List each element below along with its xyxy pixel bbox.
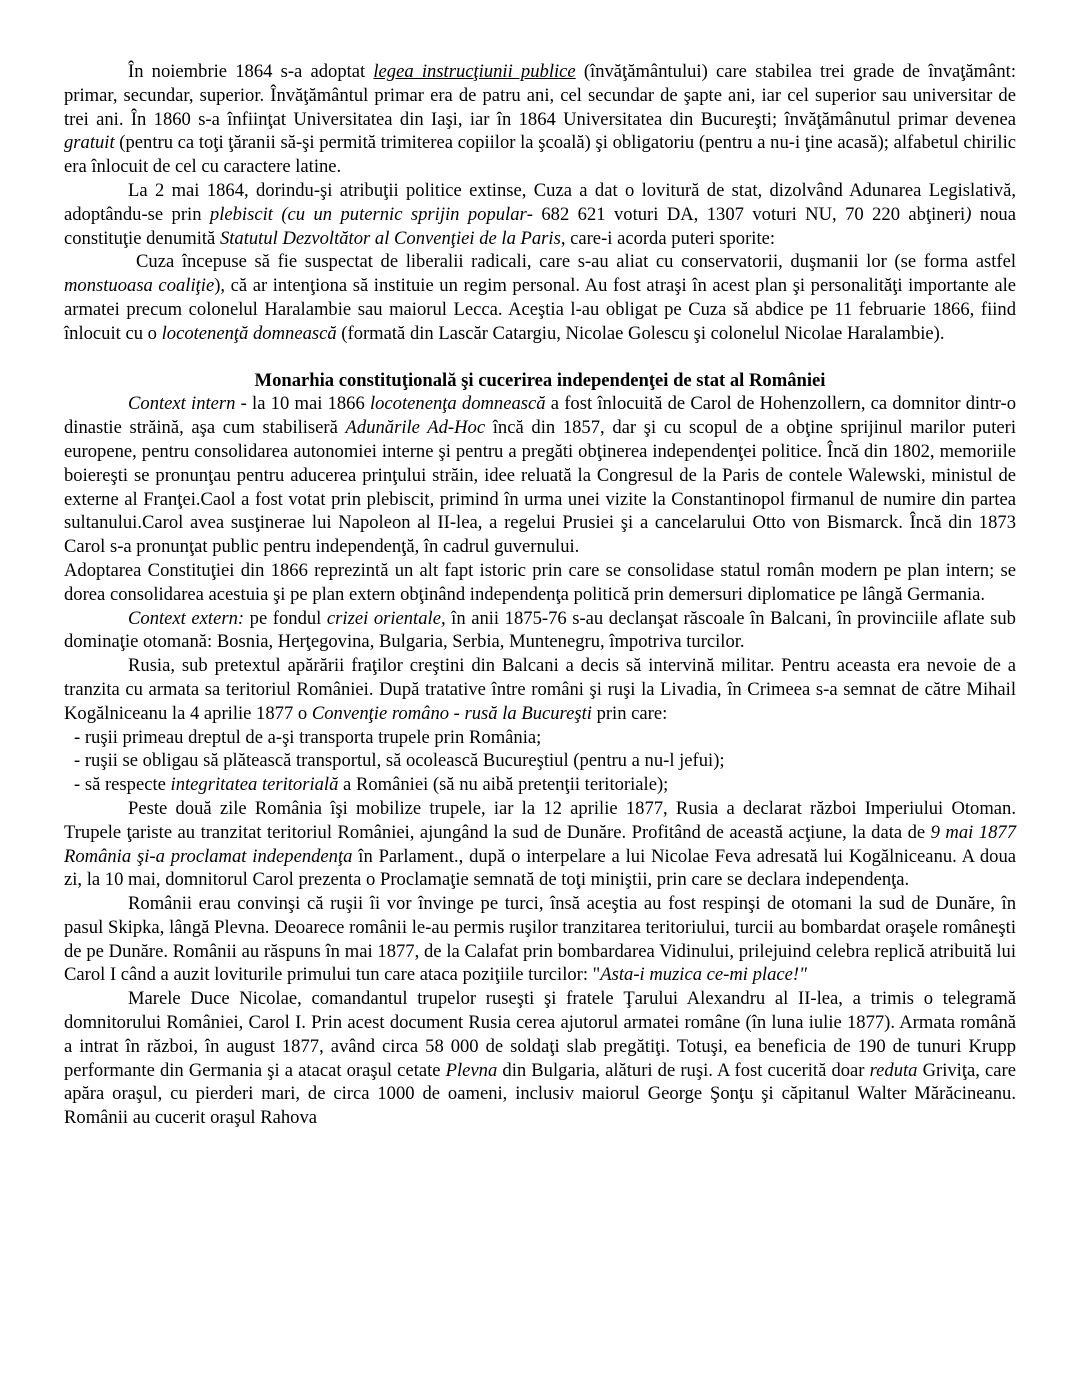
paragraph-coup-1864 [64,179,1016,250]
emphasis-text: locotenenţa domnească [369,393,546,415]
list-item [64,749,1016,773]
text-run: - ruşii primeau dreptul de a-şi transporta trupele prin România; [74,726,542,748]
text-run: Rusia, sub pretextul apărării fraţilor creştini din Balcani a decis să intervină militar. Pentru aceasta era nevoie de a tranzita cu armata sa teritoriul României. După tratative între români şi ruşi la Livadia, în Crimeea s-a semnat de către Mihail Kogălniceanu la 4 aprilie 1877 o [64,655,1016,724]
text-run: - să respecte [74,774,171,796]
text-run: a fost înlocuită de Carol de Hohenzollern, ca domnitor dintr-o dinastie străină, aşa cum stabiliseră [64,393,1016,439]
paragraph-constitution-1866 [64,559,1016,607]
text-run: prin care: [591,702,668,724]
emphasis-text: ) [965,203,972,225]
emphasis-text: Convenţie româno - rusă la Bucureşti [311,702,592,724]
text-run: Monarhia constituţională şi cucerirea independenţei de stat al României [254,369,826,391]
text-run: a României (să nu aibă pretenţii teritoriale); [338,774,669,796]
list-item [64,773,1016,797]
text-run: În noiembrie 1864 s-a adoptat [128,61,374,82]
paragraph-education-law [64,60,1016,179]
text-run: din Bulgaria, alături de ruşi. A fost cucerită doar [497,1059,870,1081]
text-run: La 2 mai 1864, dorindu-şi atribuţii politice extinse, Cuza a dat o lovitură de stat, dizolvând Adunarea Legislativă, adoptându-se prin [64,179,1016,225]
text-run: încă din 1857, dar şi cu scopul de a obţine sprijinul marilor puteri europene, pentru consolidarea autonomiei interne şi pentru a pregăti obţinerea independenţei politice. Încă din 1802, memoriile boiereşti se pronunţau pentru aducerea prinţului străin, idee reluată la Congresul de la Paris de contele Walewski, ministul de externe al Franţei.Caol a fost votat prin plebiscit, primind în urma unei vizite la Constantinopol firmanul de numire din partea sultanului.Carol avea susţinerae lui Napoleon al II-lea, a regelui Prusiei şi a cancelarului Otto von Bismarck. Încă din 1873 Carol s-a pronunţat public pentru independenţă, în cadrul guvernului. [64,417,1016,558]
paragraph-danube-bombardment [64,892,1016,987]
emphasis-text: Asta-i muzica ce-mi place!" [600,964,807,986]
emphasis-text: Adunările Ad-Hoc [345,417,486,439]
list-item [64,726,1016,750]
emphasis-text: 9 mai 1877 România şi-a proclamat independenţa [64,821,1016,867]
emphasis-text: Plevna [445,1059,498,1081]
text-run: (pentru ca toţi ţăranii să-şi permită trimiterea copiilor la şcoală) şi obligatoriu (pentru a nu-i ţine acasă); alfabetul chirilic era înlocuit de cel cu caractere latine. [64,132,1016,178]
text-run: Marele Duce Nicolae, comandantul trupelor ruseşti şi fratele Ţarului Alexandru al II-lea, a trimis o telegramă domnitorului României, Carol I. Prin acest document Rusia cerea ajutorul armatei române (în luna iulie 1877). Armata română a intrat în război, în august 1877, având circa 58 000 de soldaţi slab pregătiţi. Totuşi, ea beneficia de 190 de tunuri Krupp performante din Germania şi a atacat oraşul cetate [64,988,1016,1081]
paragraph-russia-convention [64,654,1016,725]
emphasis-text: crizei orientale, [326,607,446,629]
paragraph-cuza-abdication [64,250,1016,345]
text-run: Adoptarea Constituţiei din 1866 reprezintă un alt fapt istoric prin care se consolidase statul român modern pe plan intern; se dorea consolidarea acestuia şi pe plan extern obţinând independenţa politică prin demersuri diplomatice pe lângă Germania. [64,559,1016,605]
paragraph-internal-context [64,392,1016,559]
emphasis-text: monstuoasa coaliţie [64,275,215,297]
section-heading [64,369,1016,393]
text-run: - ruşii se obligau să plătească transportul, să ocolească Bucureştiul (pentru a nu-l jefui); [74,750,725,772]
paragraph-plevna-war [64,987,1016,1130]
text-run: în Parlament., după o interpelare a lui Nicolae Feva adresată lui Kogălniceanu. A doua zi, la 10 mai, domnitorul Carol prezenta o Proclamaţie semnată de toţi miniştii, prin care se declara independenţa. [64,845,1016,891]
text-run: (formată din Lascăr Catargiu, Nicolae Golescu şi colonelul Nicolae Haralambie). [336,322,945,344]
text-run: - 682 621 voturi DA, 1307 voturi NU, 70 220 abţineri [526,203,966,225]
text-run: , care-i acorda puteri sporite: [560,227,776,249]
emphasis-text: plebiscit (cu un puternic sprijin popular [209,203,527,225]
emphasis-text: integritatea teritorială [170,774,339,796]
paragraph-independence-proclamation [64,797,1016,892]
text-run: noua constituţie denumită [64,203,1016,249]
emphasis-text: locotenenţă domnească [161,322,337,344]
emphasis-text: legea instrucţiunii publice [373,61,576,82]
text-run: Românii erau convinşi că ruşii îi vor învinge pe turci, însă aceştia au fost respinşi de otomani la sud de Dunăre, în pasul Skipka, lângă Plevna. Deoarece românii le-au permis ruşilor tranzitarea teritoriului, turcii au bombardat oraşele româneşti de pe Dunăre. Românii au răspuns în mai 1877, de la Calafat prin bombardarea Vidinului, prilejuind celebra replică atribuită lui Carol I când a auzit loviturile primului tun care ataca poziţiile turcilor: " [64,893,1016,986]
emphasis-text: Statutul Dezvoltător al Convenţiei de la Paris [219,227,561,249]
emphasis-text: Context intern [128,393,236,415]
text-run: Griviţa, care apăra oraşul, cu pierderi mari, de circa 1000 de oameni, inclusiv maiorul George Şonţu şi căpitanul Walter Mărăcineanu. Românii au cucerit oraşul Rahova [64,1059,1016,1129]
emphasis-text: gratuit [64,132,115,154]
paragraph-external-context [64,607,1016,655]
text-run: Cuza începuse să fie suspectat de liberalii radicali, care s-au aliat cu conservatorii, duşmanii lor (se forma astfel [136,251,1016,273]
text-run: ), că ar intenţiona să instituie un regim personal. Au fost atraşi în acest plan şi personalităţi importante ale armatei precum colonelul Haralambie sau maiorul Lecca. Aceştia l-au obligat pe Cuza să abdice pe 11 februarie 1866, fiind înlocuit cu o [64,275,1016,344]
text-run: - la 10 mai 1866 [235,393,370,415]
emphasis-text: reduta [869,1059,918,1081]
text-run: Peste două zile România îşi mobilize trupele, iar la 12 aprilie 1877, Rusia a declarat război Imperiului Otoman. Trupele ţariste au tranzitat teritoriul României, ajungând la sud de Dunăre. Profitând de această acţiune, la data de [64,797,1016,843]
text-run: în anii 1875-76 s-au declanşat răscoale în Balcani, în provinciile aflate sub dominaţie otomană: Bosnia, Herţegovina, Bulgaria, Serbia, Muntenegru, împotriva turcilor. [64,607,1016,653]
emphasis-text: Context extern: [128,607,245,629]
text-run: (învăţământului) care stabilea trei grade de învaţământ: primar, secundar, superior. Învăţământul primar era de patru ani, cel secundar de şapte ani, iar cel superior sau universitar de trei ani. În 1860 s-a înfiinţat Universitatea din Iaşi, iar în 1864 Universitatea din Bucureşti; învăţămânutul primar devenea [64,61,1017,130]
text-run: pe fondul [244,607,327,629]
